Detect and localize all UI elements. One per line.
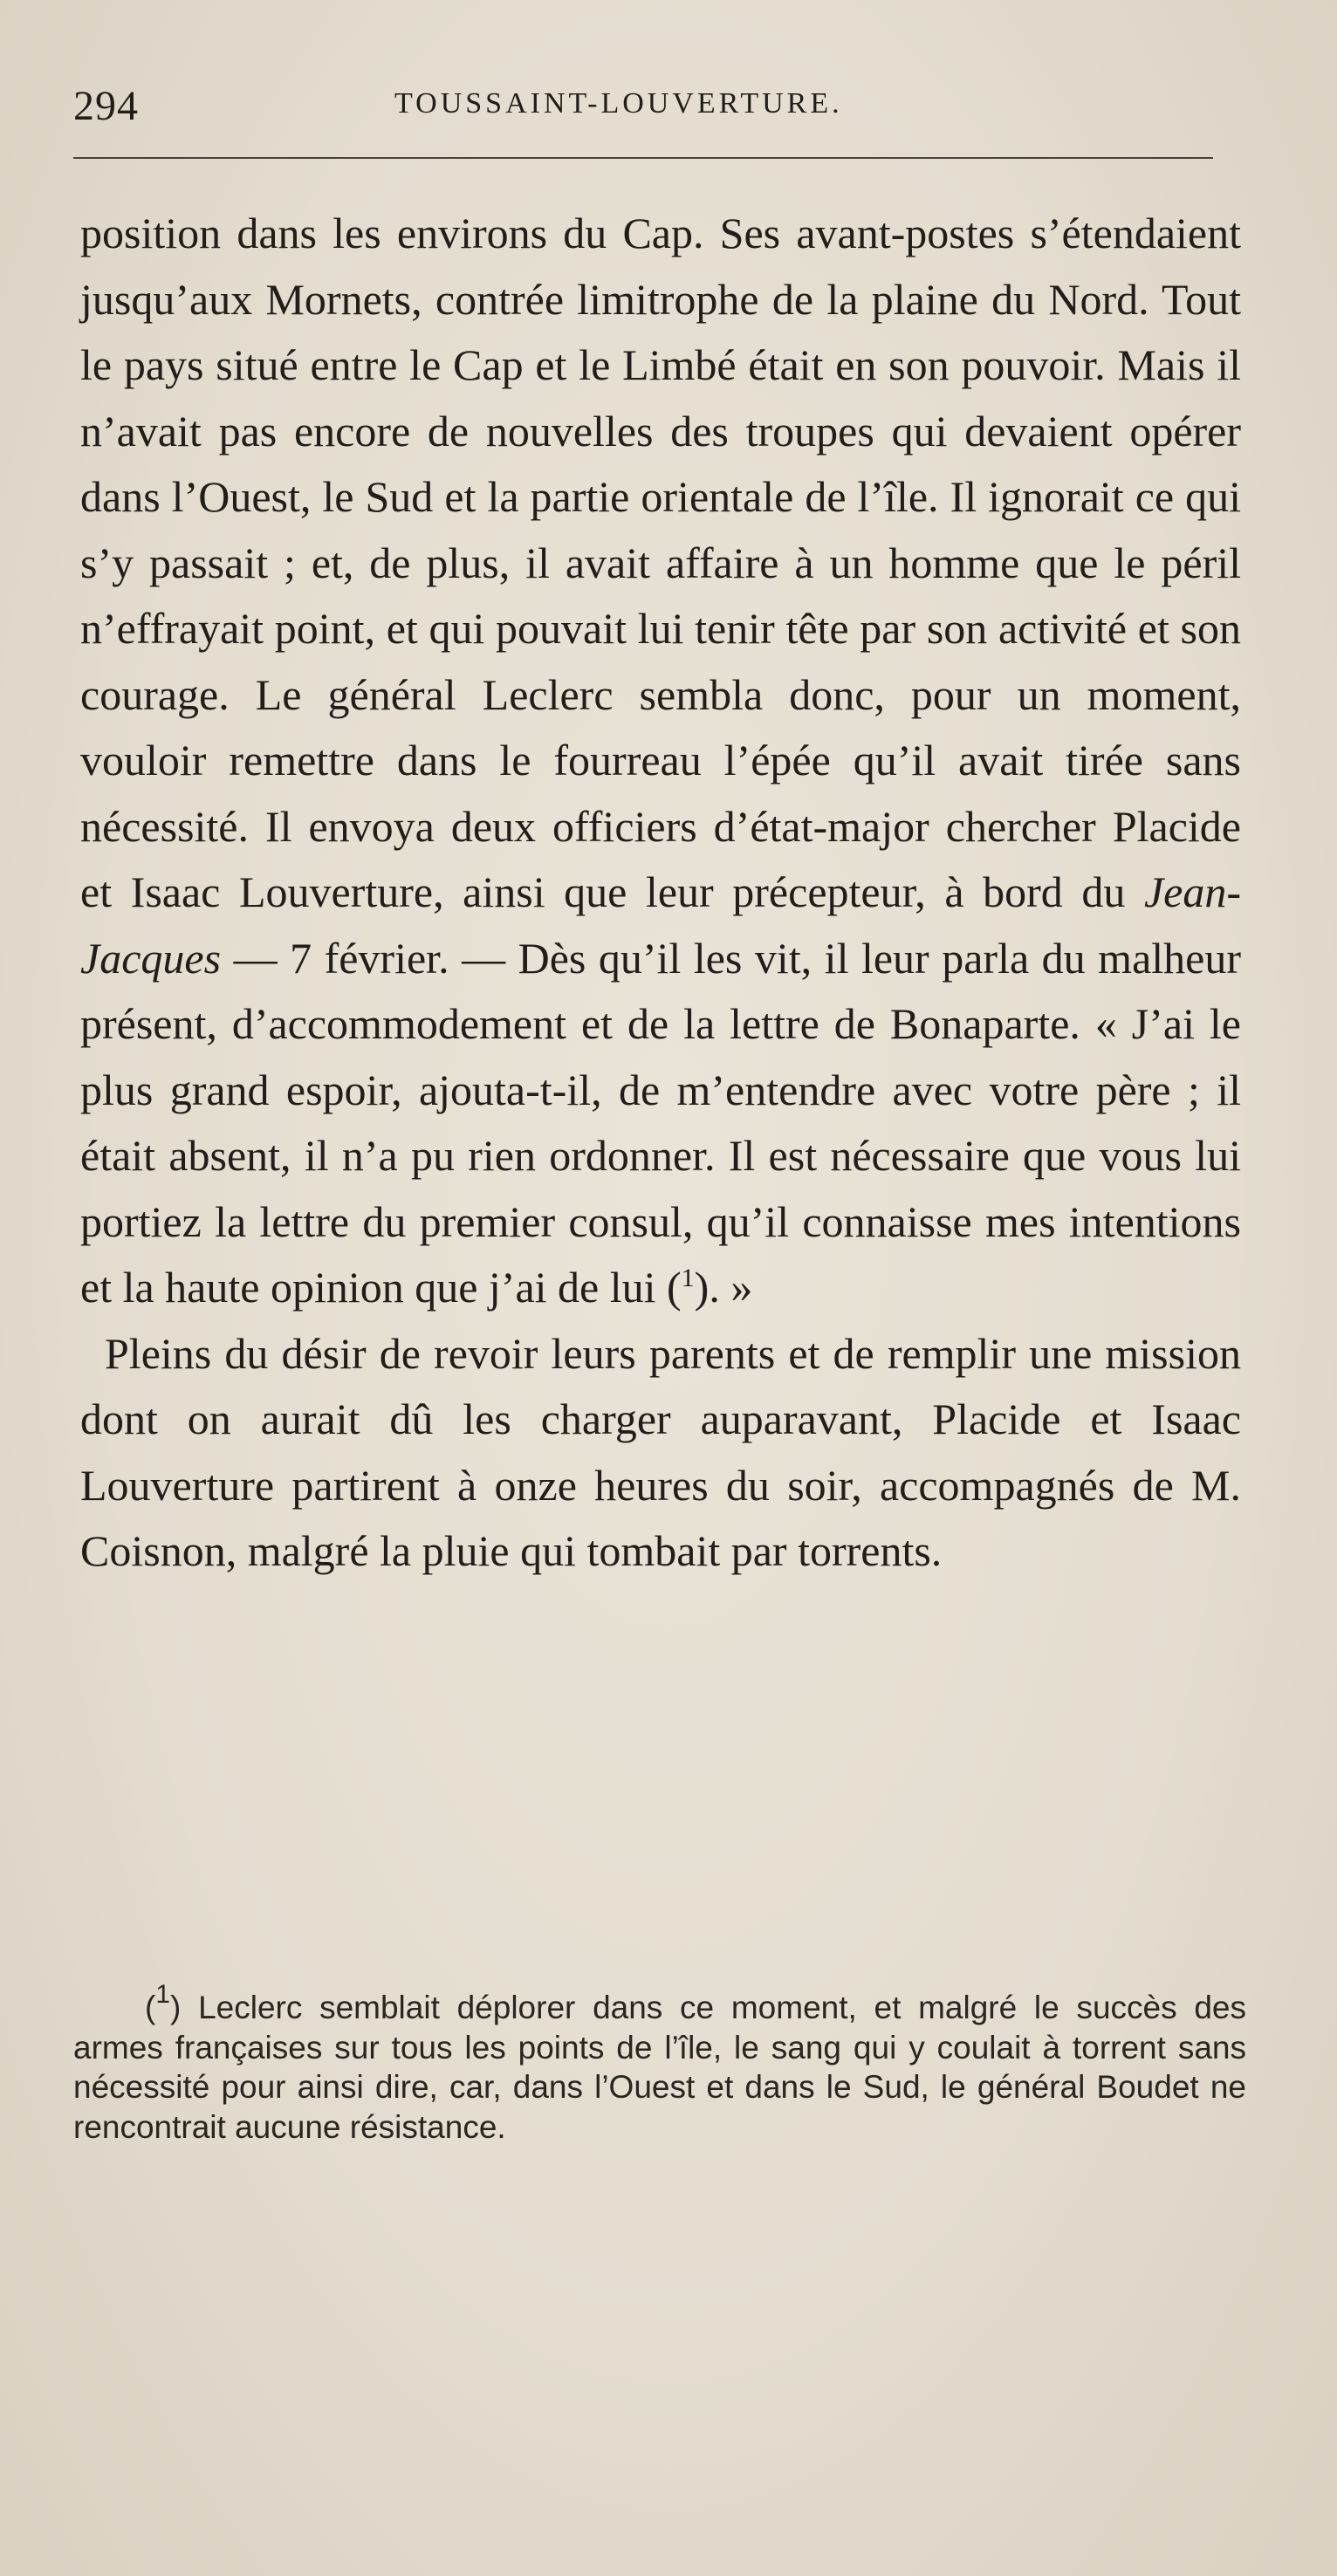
ship-name: Jean-Jacques: [80, 867, 1241, 983]
paragraph-1: [80, 201, 1241, 1321]
footnote-mark-open: (: [145, 1990, 156, 2025]
page-header: [73, 72, 1217, 129]
header-rule: [73, 157, 1213, 159]
body-text: [80, 201, 1241, 1585]
running-title: TOUSSAINT-LOUVERTURE.: [394, 87, 843, 120]
footnote-mark-number: 1: [155, 1980, 171, 2009]
paragraph-2: Pleins du désir de revoir leurs parents et de remplir une mission dont on aurait dû les charger auparavant, Placide et Isaac Louverture partirent à onze heures du soir, accompagnés de M. Coisnon, malgré la pluie qui tombait par torrents.: [80, 1328, 1241, 1575]
paragraph-1-part-b: — 7 février. — Dès qu’il les vit, il leur parla du malheur présent, d’accommodement et de la lettre de Bonaparte. « J’ai le plus grand espoir, ajouta-t-il, de m’entendre avec votre père ; il était absent, il n’a pu rien ordonner. Il est nécessaire que vous lui portiez la lettre du premier consul, qu’il connaisse mes intentions et la haute opinion que j’ai de lui (: [80, 933, 1241, 1312]
footnote-paragraph: [73, 1980, 1246, 2147]
paragraph-1-end: ). »: [694, 1263, 753, 1312]
footnote-reference: 1: [681, 1264, 695, 1292]
page-number: 294: [73, 83, 139, 129]
footnote-text: Leclerc semblait déplorer dans ce moment, et malgré le succès des armes françaises sur tous les points de l’île, le sang qui y coulait à torrent sans nécessité pour ainsi dire, car, dans l’Ouest et dans le Sud, le général Boudet ne rencontrait aucune résistance.: [73, 1990, 1246, 2145]
footnote-mark-close: ): [170, 1990, 182, 2025]
paragraph-1-part-a: position dans les environs du Cap. Ses avant-postes s’étendaient jusqu’aux Mornets, contrée limitrophe de la plaine du Nord. Tout le pays situé entre le Cap et le Limbé était en son pouvoir. Mais il n’avait pas encore de nouvelles des troupes qui devaient opérer dans l’Ouest, le Sud et la partie orientale de l’île. Il ignorait ce qui s’y passait ; et, de plus, il avait affaire à un homme que le péril n’effrayait point, et qui pouvait lui tenir tête par son activité et son courage. Le général Leclerc sembla donc, pour un moment, vouloir remettre dans le fourreau l’épée qu’il avait tirée sans nécessité. Il envoya deux officiers d’état-major chercher Placide et Isaac Louverture, ainsi que leur précepteur, à bord du: [80, 209, 1241, 916]
footnote: [73, 1980, 1246, 2147]
